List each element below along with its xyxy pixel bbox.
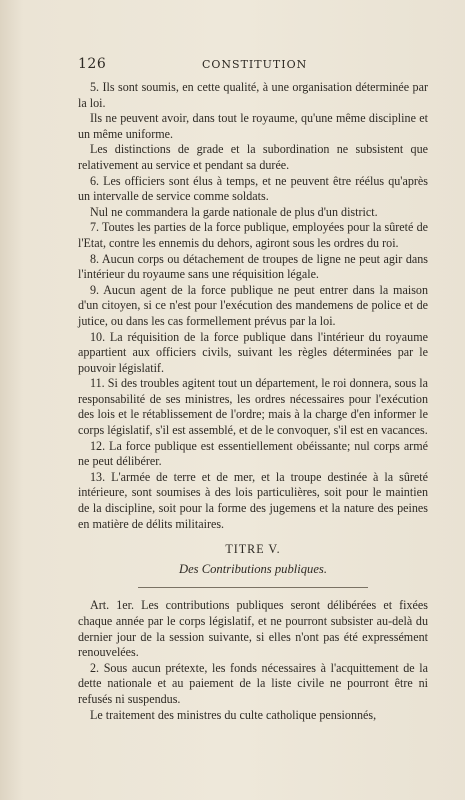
paragraph: 9. Aucun agent de la force publique ne peut entrer dans la maison d'un citoyen, si ce n'est pour l'exécution des mandemens de police et de jutice, ou dans les cas formellement prévus par la loi. xyxy=(78,282,428,328)
paragraph: Art. 1er. Les contributions publiques seront délibérées et fixées chaque année par le corps législatif, et ne pourront subsister au-delà du dernier jour de la session suivante, si elles n'ont pas été expressément renouvelées. xyxy=(78,598,428,660)
paragraph: 10. La réquisition de la force publique dans l'intérieur du royaume appartient aux officiers civils, suivant les règles déterminées par le pouvoir législatif. xyxy=(78,329,428,375)
paragraph: Le traitement des ministres du culte catholique pensionnés, xyxy=(90,707,377,722)
paragraph: 12. La force publique est essentiellement obéissante; nul corps armé ne peut délibérer. xyxy=(78,438,428,469)
paragraph: 5. Ils sont soumis, en cette qualité, à une organisation déterminée par la loi. xyxy=(78,80,428,110)
paragraph: Nul ne commandera la garde nationale de plus d'un district. xyxy=(90,204,378,219)
paragraph: 7. Toutes les parties de la force publique, employées pour la sûreté de l'Etat, contre les ennemis du dehors, agiront sous les ordres du roi. xyxy=(78,220,428,250)
running-title: CONSTITUTION xyxy=(202,58,308,71)
paragraph: 6. Les officiers sont élus à temps, et ne peuvent être réélus qu'après un intervalle de service comme soldats. xyxy=(78,173,428,204)
section-rule xyxy=(138,587,368,588)
paragraph: Les distinctions de grade et la subordination ne subsistent que relativement au service et pendant sa durée. xyxy=(78,142,428,172)
paragraph: Ils ne peuvent avoir, dans tout le royaume, qu'une même discipline et un même uniforme. xyxy=(78,111,428,141)
paragraph: 13. L'armée de terre et de mer, et la troupe destinée à la sûreté intérieure, sont soumises à des lois particulières, soit pour le maintien de la discipline, soit pour la forme des jugemens et la nature des peines en matière de délits militaires. xyxy=(78,469,428,531)
paragraph: 8. Aucun corps ou détachement de troupes de ligne ne peut agir dans l'intérieur du royaume sans une réquisition légale. xyxy=(78,251,428,282)
section-title: TITRE V. xyxy=(225,542,281,557)
page-header xyxy=(78,56,428,74)
paragraph: 2. Sous aucun prétexte, les fonds nécessaires à l'acquittement de la dette nationale et au paiement de la liste civile ne pourront être ni refusés ni suspendus. xyxy=(78,660,428,706)
section-subtitle: Des Contributions publiques. xyxy=(179,561,327,576)
paragraph: 11. Si des troubles agitent tout un département, le roi donnera, sous la responsabilité de ses ministres, les ordres nécessaires pour l'exécution des lois et le rétablissement de l'ordre; mais à la charge d'en informer le corps législatif, s'il est assemblé, et de le convoquer, s'il est en vacances. xyxy=(78,376,428,438)
page-number: 126 xyxy=(78,56,107,72)
page-body xyxy=(78,80,428,723)
